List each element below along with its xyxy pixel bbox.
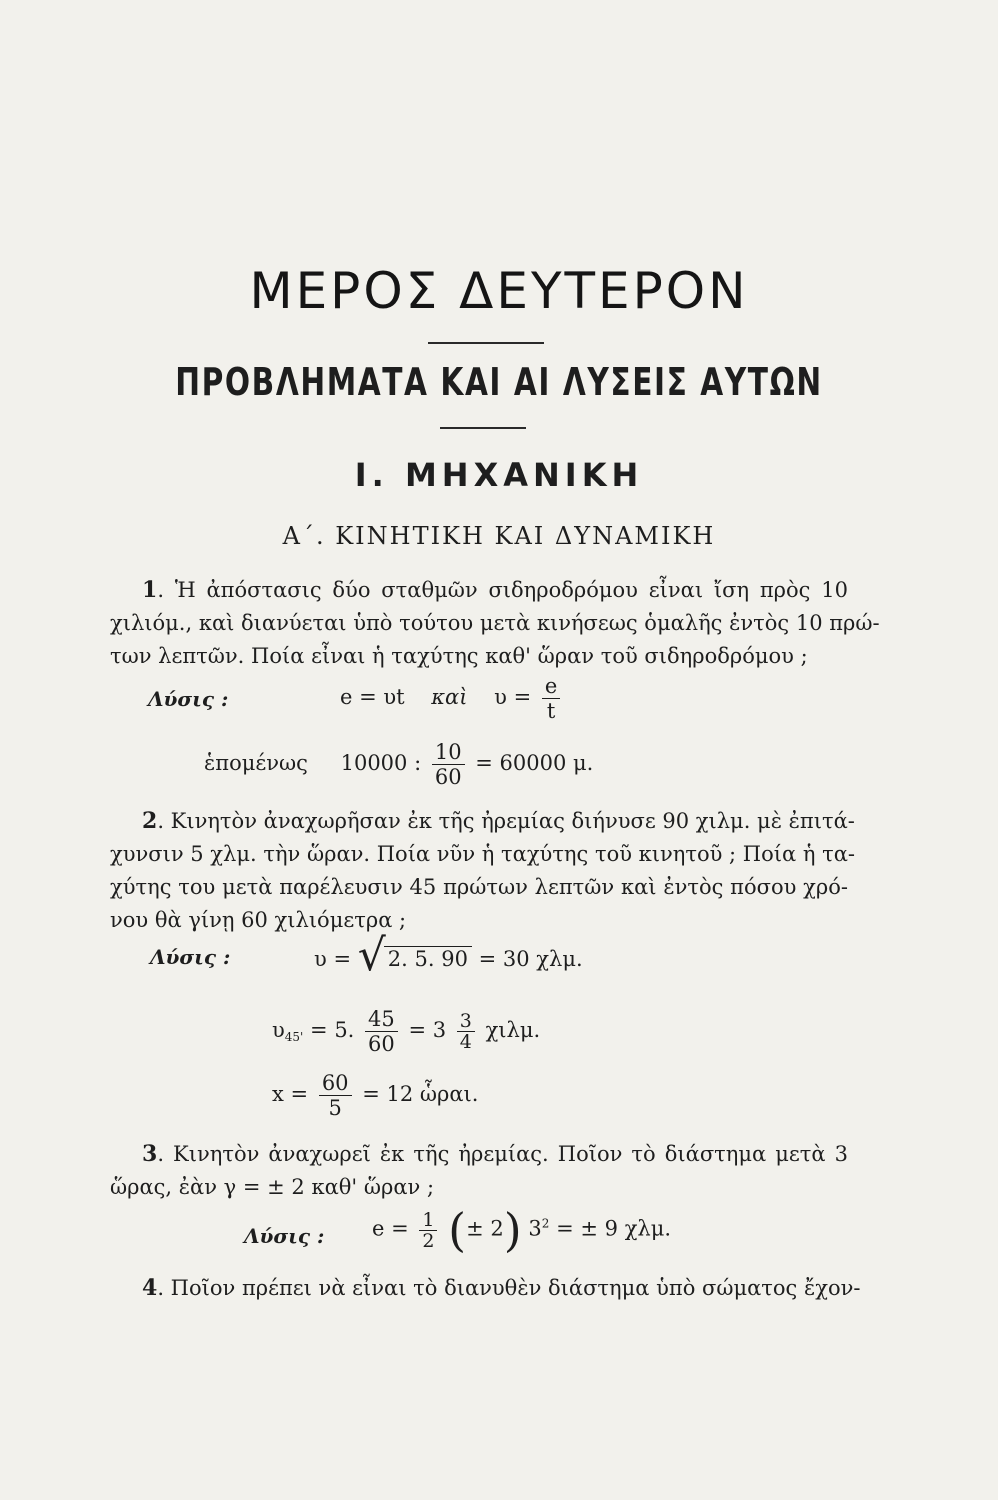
- equation-term: ἑπομένως: [204, 751, 308, 775]
- equation-term: = 3: [408, 1018, 447, 1042]
- text-line: . Ποῖον πρέπει νὰ εἶναι τὸ διανυθὲν διάστημα ὑπὸ σώματος ἔχον-: [157, 1276, 861, 1300]
- equation-term: 10000 :: [340, 751, 422, 775]
- equation-term: e =: [372, 1216, 409, 1241]
- text-line: . Κινητὸν ἀναχωρεῖ ἐκ τῆς ἠρεμίας. Ποῖον τὸ διάστημα μετὰ 3: [157, 1142, 848, 1166]
- equation-term: 3: [528, 1216, 542, 1241]
- section-title: Α΄. ΚΙΝΗΤΙΚΗ ΚΑΙ ΔΥΝΑΜΙΚΗ: [282, 522, 716, 550]
- equation-term: = 60000 μ.: [475, 751, 594, 775]
- numerator: e: [542, 674, 560, 699]
- problem-number: 3: [142, 1141, 158, 1167]
- subscript: 45': [284, 1030, 304, 1044]
- radicand: 2. 5. 90: [384, 946, 472, 971]
- left-paren: (: [448, 1203, 467, 1257]
- fraction: [542, 674, 560, 723]
- equation: [340, 674, 564, 723]
- fraction: [365, 1007, 398, 1056]
- problem-3-text: [110, 1138, 848, 1204]
- equation-term: χιλμ.: [485, 1018, 541, 1042]
- problem-4-text: [110, 1272, 861, 1305]
- problem-1-text: [110, 574, 880, 673]
- equation-term: ± 2: [466, 1216, 504, 1241]
- equation-term: = 5.: [310, 1018, 355, 1042]
- text-line: χυνσιν 5 χλμ. τὴν ὥραν. Ποία νῦν ἡ ταχύτης τοῦ κινητοῦ ; Ποία ἡ τα-: [110, 842, 856, 866]
- sub-title: ΠΡΟΒΛΗΜΑΤΑ ΚΑΙ ΑΙ ΛΥΣΕΙΣ ΑΥΤΩΝ: [175, 360, 823, 404]
- equation-term: x =: [272, 1082, 309, 1106]
- equation-term: = ± 9 χλμ.: [556, 1216, 672, 1241]
- equation-term: e = υt: [340, 685, 405, 709]
- problem-number: 1: [142, 577, 158, 603]
- solution-label: Λύσις :: [244, 1224, 325, 1248]
- equation-term: = 12 ὧραι.: [362, 1082, 479, 1106]
- solution-label: Λύσις :: [148, 687, 229, 711]
- part-title: ΜΕΡΟΣ ΔΕΥΤΕΡΟΝ: [249, 262, 749, 320]
- divider-rule: [428, 342, 544, 344]
- numerator: 10: [432, 740, 465, 765]
- fraction: [319, 1071, 352, 1120]
- text-line: των λεπτῶν. Ποία εἶναι ἡ ταχύτης καθ' ὥραν τοῦ σιδηροδρόμου ;: [110, 644, 808, 668]
- equation-term: = 30 χλμ.: [478, 947, 583, 971]
- equation-term: καὶ: [431, 685, 468, 709]
- equation-term: υ: [272, 1018, 285, 1042]
- divider-rule: [440, 427, 526, 429]
- radical-icon: √: [357, 930, 386, 981]
- equation: [272, 1007, 540, 1056]
- denominator: t: [546, 699, 556, 723]
- fraction: [457, 1011, 475, 1052]
- denominator: 5: [328, 1096, 342, 1120]
- equation-term: υ =: [494, 685, 532, 709]
- problem-2-text: [110, 805, 856, 937]
- denominator: 4: [459, 1031, 472, 1053]
- equation: [372, 1203, 672, 1257]
- text-line: χύτης του μετὰ παρέλευσιν 45 πρώτων λεπτῶν καὶ ἐντὸς πόσου χρό-: [110, 875, 848, 899]
- equation: [272, 1071, 478, 1120]
- equation: [314, 930, 583, 981]
- fraction: [432, 740, 465, 789]
- denominator: 60: [434, 765, 462, 789]
- text-line: . Κινητὸν ἀναχωρῆσαν ἐκ τῆς ἠρεμίας διήνυσε 90 χιλμ. μὲ ἐπιτά-: [157, 809, 855, 833]
- numerator: 3: [457, 1011, 475, 1032]
- equation: [204, 740, 593, 789]
- fraction: [419, 1210, 437, 1251]
- text-line: νου θὰ γίνῃ 60 χιλιόμετρα ;: [110, 908, 407, 932]
- denominator: 2: [422, 1229, 435, 1252]
- problem-number: 4: [142, 1275, 158, 1301]
- solution-label: Λύσις :: [150, 945, 231, 969]
- text-line: ὥρας, ἐὰν γ = ± 2 καθ' ὥραν ;: [110, 1175, 435, 1199]
- numerator: 45: [365, 1007, 398, 1032]
- problem-number: 2: [142, 808, 158, 834]
- numerator: 60: [319, 1071, 352, 1096]
- superscript: 2: [541, 1216, 550, 1231]
- numerator: 1: [419, 1210, 437, 1231]
- denominator: 60: [368, 1032, 395, 1056]
- right-paren: ): [503, 1203, 522, 1257]
- text-line: χιλιόμ., καὶ διανύεται ὑπὸ τούτου μετὰ κινήσεως ὁμαλῆς ἐντὸς 10 πρώ-: [110, 611, 880, 635]
- equation-term: υ =: [314, 947, 352, 971]
- chapter-title: Ι. ΜΗΧΑΝΙΚΗ: [354, 456, 644, 494]
- text-line: . Ἡ ἀπόστασις δύο σταθμῶν σιδηροδρόμου εἶναι ἴση πρὸς 10: [157, 578, 848, 602]
